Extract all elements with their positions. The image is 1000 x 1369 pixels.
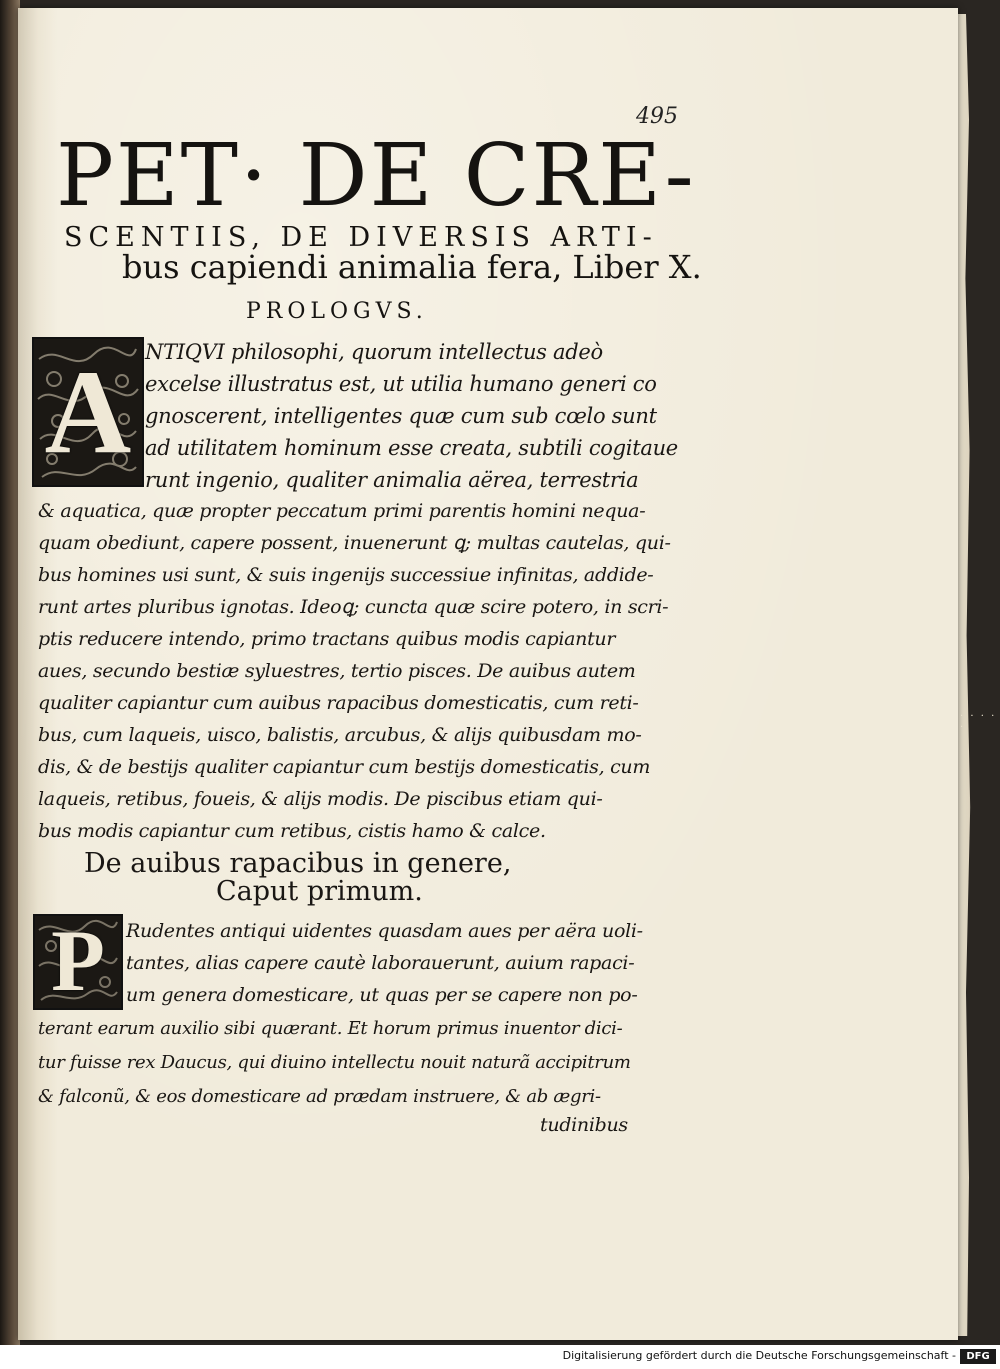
title-line-3: bus capiendi animalia fera, Liber X. — [122, 248, 702, 286]
book-spine — [0, 0, 20, 1345]
title-line-1: PET· DE CRE- — [56, 126, 696, 226]
initial-letter-a: A — [44, 345, 132, 478]
prologue-line: bus, cum laqueis, uisco, balistis, arcubus, & alijs quibusdam mo- — [38, 724, 642, 746]
chapter-line: tur fuisse rex Daucus, qui diuino intellectu nouit naturã accipitrum — [38, 1052, 631, 1073]
decorated-initial-a — [32, 337, 144, 487]
prologue-line: ad utilitatem hominum esse creata, subtili cogitaue — [145, 436, 678, 460]
chapter-heading-line-2: Caput primum. — [216, 876, 423, 907]
chapter-line: tantes, alias capere cautè laborauerunt, auium rapaci- — [126, 952, 635, 974]
prologue-line: runt artes pluribus ignotas. Ideoꝗ; cuncta quæ scire potero, in scri- — [38, 596, 669, 618]
chapter-heading-line-1: De auibus rapacibus in genere, — [84, 848, 512, 879]
prologus-heading: PROLOGVS. — [246, 299, 428, 324]
prologue-line: quam obediunt, capere possent, inuenerunt ꝗ; multas cautelas, qui- — [38, 532, 671, 554]
chapter-line: & falconũ, & eos domesticare ad prædam instruere, & ab ægri- — [38, 1086, 601, 1107]
prologue-line: dis, & de bestijs qualiter capiantur cum bestijs domesticatis, cum — [38, 756, 651, 778]
prologue-line: NTIQVI philosophi, quorum intellectus adeò — [145, 340, 603, 364]
dfg-logo: DFG — [960, 1349, 996, 1364]
prologue-line: excelse illustratus est, ut utilia humano generi co — [145, 372, 657, 396]
initial-letter-p: P — [51, 914, 105, 1010]
catchword: tudinibus — [540, 1114, 628, 1136]
prologue-line: laqueis, retibus, foueis, & alijs modis. De piscibus etiam qui- — [38, 788, 603, 810]
chapter-line: Rudentes antiqui uidentes quasdam aues per aëra uoli- — [126, 920, 643, 942]
prologue-line: aues, secundo bestiæ syluestres, tertio pisces. De auibus autem — [38, 660, 636, 682]
prologue-line: bus homines usi sunt, & suis ingenijs successiue infinitas, addide- — [38, 564, 654, 586]
prologue-line: ptis reducere intendo, primo tractans quibus modis capiantur — [38, 628, 616, 650]
footer-credit: Digitalisierung gefördert durch die Deutsche Forschungsgemeinschaft - — [562, 1349, 956, 1362]
chapter-line: terant earum auxilio sibi quærant. Et horum primus inuentor dici- — [38, 1018, 623, 1039]
page-fold-marker: · · · · · — [960, 711, 997, 733]
title-line-2: SCENTIIS, DE DIVERSIS ARTI- — [64, 222, 658, 253]
prologue-line: qualiter capiantur cum auibus rapacibus domesticatis, cum reti- — [38, 692, 639, 714]
decorated-initial-p — [33, 914, 123, 1010]
chapter-line: um genera domesticare, ut quas per se capere non po- — [126, 984, 638, 1006]
prologue-line: bus modis capiantur cum retibus, cistis hamo & calce. — [38, 820, 546, 842]
folio-number: 495 — [636, 104, 678, 129]
prologue-line: & aquatica, quæ propter peccatum primi parentis homini nequa- — [38, 500, 646, 522]
footer-bar — [0, 1345, 1000, 1369]
prologue-line: gnoscerent, intelligentes quæ cum sub cœlo sunt — [145, 404, 657, 428]
prologue-line: runt ingenio, qualiter animalia aërea, terrestria — [145, 468, 639, 492]
